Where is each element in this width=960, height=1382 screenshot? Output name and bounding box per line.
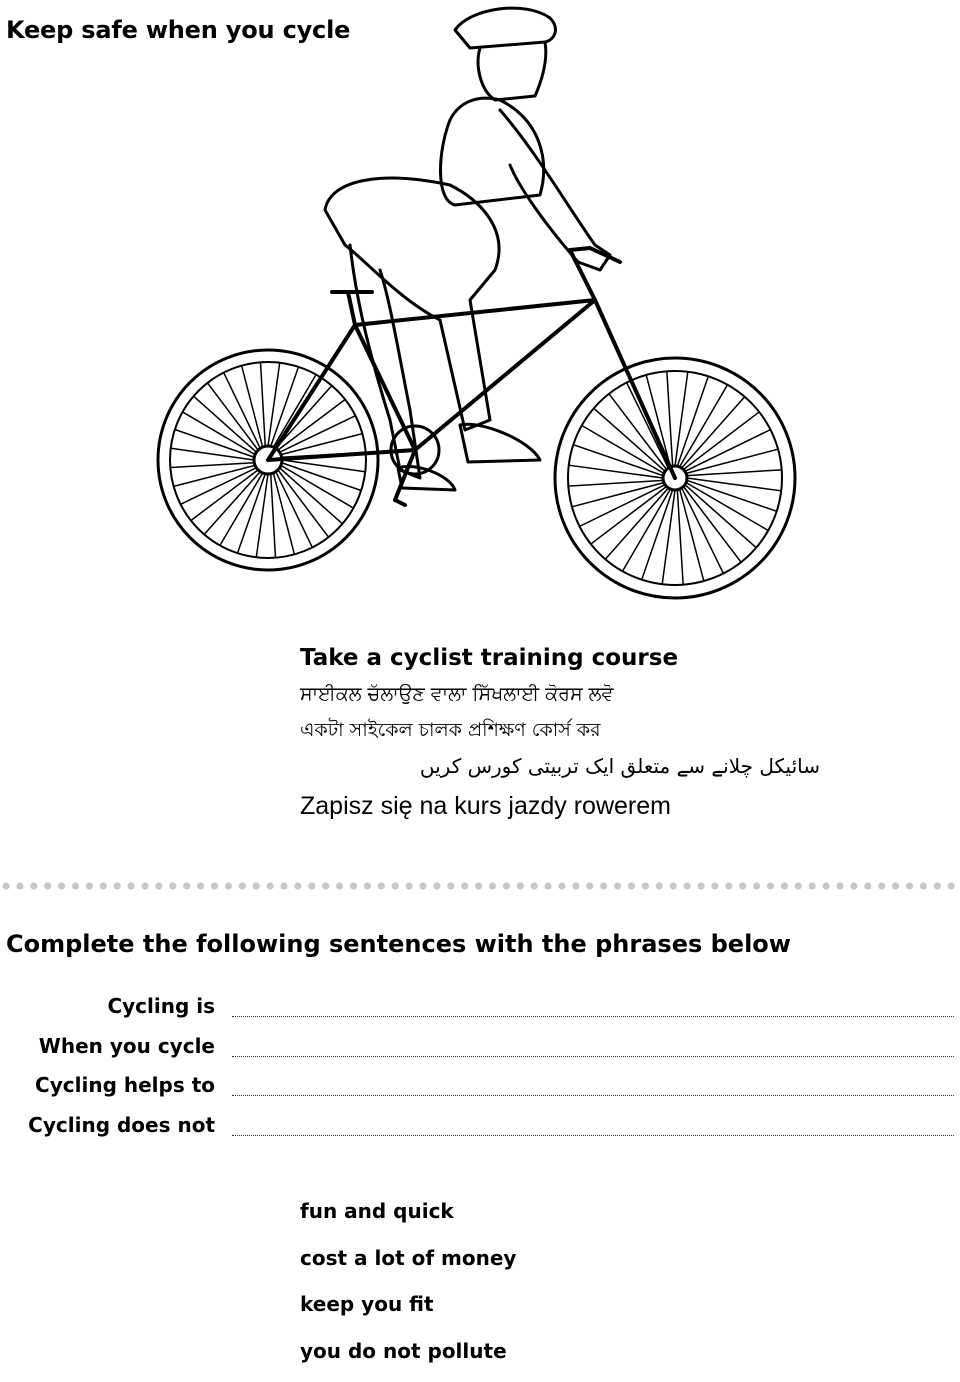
divider-dot [406, 882, 413, 889]
sentence-row [0, 1111, 960, 1151]
divider-dot [823, 882, 830, 889]
training-course-urdu: سائیکل چلانے سے متعلق ایک تربیتی کورس کریں [419, 754, 820, 778]
divider-dot [767, 882, 774, 889]
sentence-stem: Cycling is [107, 994, 215, 1018]
training-course-block [300, 640, 860, 824]
divider-dot [267, 882, 274, 889]
wheel-spoke [175, 430, 254, 458]
divider-dot [350, 882, 357, 889]
divider-dot [72, 882, 79, 889]
wheel-spoke [282, 460, 365, 472]
divider-dot [948, 882, 955, 889]
divider-dot [378, 882, 385, 889]
dotted-divider [0, 880, 960, 892]
phrase-option: you do not pollute [300, 1339, 507, 1364]
wheel-spoke [271, 474, 276, 558]
divider-dot [58, 882, 65, 889]
sentence-list [0, 992, 960, 1150]
divider-dot [211, 882, 218, 889]
divider-dot [141, 882, 148, 889]
exercise-title: Complete the following sentences with the phrases below [6, 930, 791, 958]
sentence-row [0, 1032, 960, 1072]
divider-dot [419, 882, 426, 889]
divider-dot [280, 882, 287, 889]
divider-dot [697, 882, 704, 889]
divider-dot [128, 882, 135, 889]
divider-dot [836, 882, 843, 889]
phrase-option: keep you fit [300, 1292, 434, 1317]
wheel-spoke [256, 474, 268, 557]
divider-dot [864, 882, 871, 889]
divider-dot [86, 882, 93, 889]
answer-blank[interactable] [232, 1095, 954, 1096]
divider-dot [850, 882, 857, 889]
sentence-row [0, 992, 960, 1032]
divider-dot [475, 882, 482, 889]
divider-dot [586, 882, 593, 889]
wheel-spoke [242, 366, 263, 447]
divider-dot [517, 882, 524, 889]
divider-dot [225, 882, 232, 889]
divider-dot [531, 882, 538, 889]
divider-dot [461, 882, 468, 889]
wheel-spoke [675, 372, 688, 466]
training-course-bengali: একটা সাইকেল চালক প্রশিক্ষণ কোর্স কর [300, 719, 601, 741]
divider-dot [878, 882, 885, 889]
divider-dot [781, 882, 788, 889]
wheel-spoke [572, 483, 664, 507]
phrase-bank [300, 1195, 516, 1382]
divider-dot [16, 882, 23, 889]
divider-dot [183, 882, 190, 889]
wheel-spoke [273, 473, 294, 554]
wheel-spoke [268, 363, 280, 446]
divider-dot [725, 882, 732, 889]
wheel-spoke [677, 490, 683, 585]
divider-dot [364, 882, 371, 889]
divider-dot [795, 882, 802, 889]
rider [325, 8, 610, 490]
divider-dot [920, 882, 927, 889]
divider-dot [169, 882, 176, 889]
divider-dot [670, 882, 677, 889]
divider-dot [600, 882, 607, 889]
wheel-spoke [174, 465, 255, 486]
divider-dot [433, 882, 440, 889]
wheel-spoke [662, 490, 675, 584]
divider-dot [934, 882, 941, 889]
wheel-spoke [687, 480, 777, 511]
divider-dot [489, 882, 496, 889]
divider-dot [294, 882, 301, 889]
divider-dot [44, 882, 51, 889]
wheel-spoke [238, 474, 266, 553]
divider-dot [239, 882, 246, 889]
divider-dot [558, 882, 565, 889]
divider-dot [739, 882, 746, 889]
training-course-polish: Zapisz się na kurs jazdy rowerem [300, 792, 671, 820]
wheel-spoke [568, 480, 663, 486]
training-course-english: Take a cyclist training course [300, 645, 679, 671]
sentence-row [0, 1071, 960, 1111]
divider-dot [392, 882, 399, 889]
wheel-spoke [667, 371, 673, 466]
divider-dot [447, 882, 454, 889]
divider-dot [711, 882, 718, 889]
divider-dot [545, 882, 552, 889]
wheel-spoke [573, 445, 663, 476]
divider-dot [892, 882, 899, 889]
wheel-spoke [281, 434, 362, 455]
divider-dot [906, 882, 913, 889]
training-course-punjabi: ਸਾਈਕਲ ਚੱਲਾਉਣ ਵਾਲਾ ਸਿੱਖਲਾਈ ਕੋਰਸ ਲਵੋ [300, 683, 614, 705]
divider-dot [308, 882, 315, 889]
answer-blank[interactable] [232, 1135, 954, 1136]
divider-dot [809, 882, 816, 889]
phrase-option: fun and quick [300, 1199, 454, 1223]
divider-dot [197, 882, 204, 889]
wheel-spoke [282, 463, 361, 491]
divider-dot [253, 882, 260, 889]
sentence-stem: When you cycle [38, 1033, 215, 1058]
wheel-spoke [171, 448, 254, 460]
wheel-spoke [170, 463, 254, 468]
wheel-spoke [569, 465, 663, 478]
divider-dot [30, 882, 37, 889]
divider-dot [684, 882, 691, 889]
wheel-spoke [642, 490, 673, 580]
divider-dot [100, 882, 107, 889]
divider-dot [155, 882, 162, 889]
divider-dot [572, 882, 579, 889]
answer-blank[interactable] [232, 1016, 954, 1017]
sentence-stem: Cycling does not [28, 1112, 215, 1137]
wheel-spoke [687, 478, 781, 491]
divider-dot [642, 882, 649, 889]
sentence-stem: Cycling helps to [35, 1073, 215, 1097]
wheel-spoke [680, 489, 704, 581]
cyclist-illustration [150, 0, 800, 610]
divider-dot [2, 882, 9, 889]
divider-dot [503, 882, 510, 889]
divider-dot [753, 882, 760, 889]
divider-dot [114, 882, 121, 889]
page-title: Keep safe when you cycle [6, 16, 351, 44]
wheel-spoke [261, 362, 266, 446]
divider-dot [336, 882, 343, 889]
wheel-spoke [686, 449, 778, 473]
divider-dot [628, 882, 635, 889]
phrase-option: cost a lot of money [300, 1245, 517, 1270]
divider-dot [656, 882, 663, 889]
answer-blank[interactable] [232, 1056, 954, 1057]
wheel-spoke [687, 470, 782, 476]
divider-dot [322, 882, 329, 889]
divider-dot [614, 882, 621, 889]
wheel-spoke [677, 376, 708, 466]
